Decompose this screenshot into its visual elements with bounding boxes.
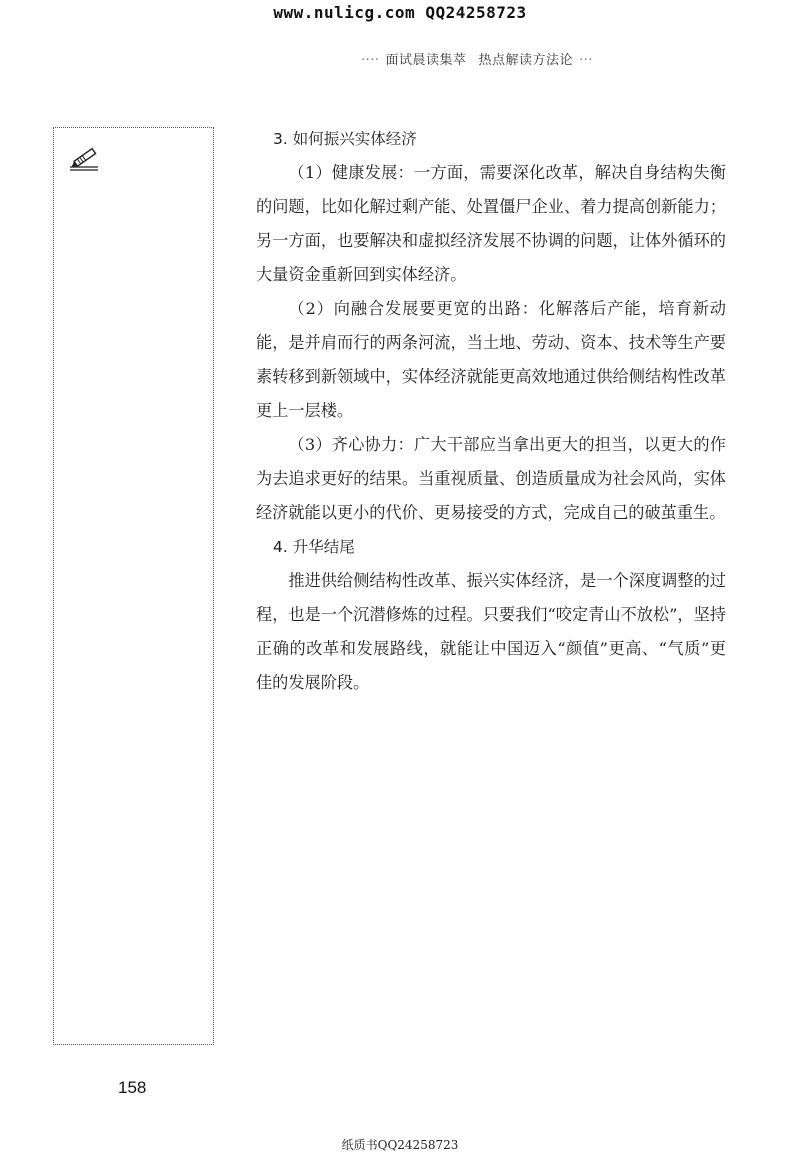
running-header	[355, 49, 599, 68]
heading-conclusion: 4. 升华结尾	[273, 538, 355, 556]
watermark-top: www.nulicg.com QQ24258723	[273, 3, 527, 22]
page-number: 158	[118, 1078, 147, 1097]
paragraph-healthy-development: （1）健康发展：一方面，需要深化改革，解决自身结构失衡的问题，比如化解过剩产能、处置僵尸企业、着力提高创新能力；另一方面，也要解决和虚拟经济发展不协调的问题，让体外循环的大量资金重新回到实体经济。	[256, 163, 726, 284]
notes-sidebar-box	[53, 127, 214, 1045]
heading-revitalize-real-economy: 3. 如何振兴实体经济	[273, 130, 417, 148]
paragraph-joint-efforts: （3）齐心协力：广大干部应当拿出更大的担当，以更大的作为去追求更好的结果。当重视质量、创造质量成为社会风尚，实体经济就能以更小的代价、更易接受的方式，完成自己的破茧重生。	[256, 435, 726, 522]
header-book-title: 面试晨读集萃	[385, 53, 467, 68]
pencil-note-icon	[68, 146, 102, 176]
paragraph-conclusion: 推进供给侧结构性改革、振兴实体经济，是一个深度调整的过程，也是一个沉潜修炼的过程。只要我们“咬定青山不放松”，坚持正确的改革和发展路线，就能让中国迈入“颜值”更高、“气质”更佳的发展阶段。	[256, 571, 726, 692]
header-dots-left: ····	[361, 53, 380, 68]
paragraph-integrated-development: （2）向融合发展要更宽的出路：化解落后产能，培育新动能，是并肩而行的两条河流，当土地、劳动、资本、技术等生产要素转移到新领域中，实体经济就能更高效地通过供给侧结构性改革更上一层楼。	[256, 299, 726, 420]
article-body	[256, 122, 726, 700]
header-section-title: 热点解读方法论	[478, 53, 574, 68]
header-dots-right: ···	[579, 53, 593, 68]
watermark-bottom: 纸质书QQ24258723	[341, 1138, 459, 1152]
